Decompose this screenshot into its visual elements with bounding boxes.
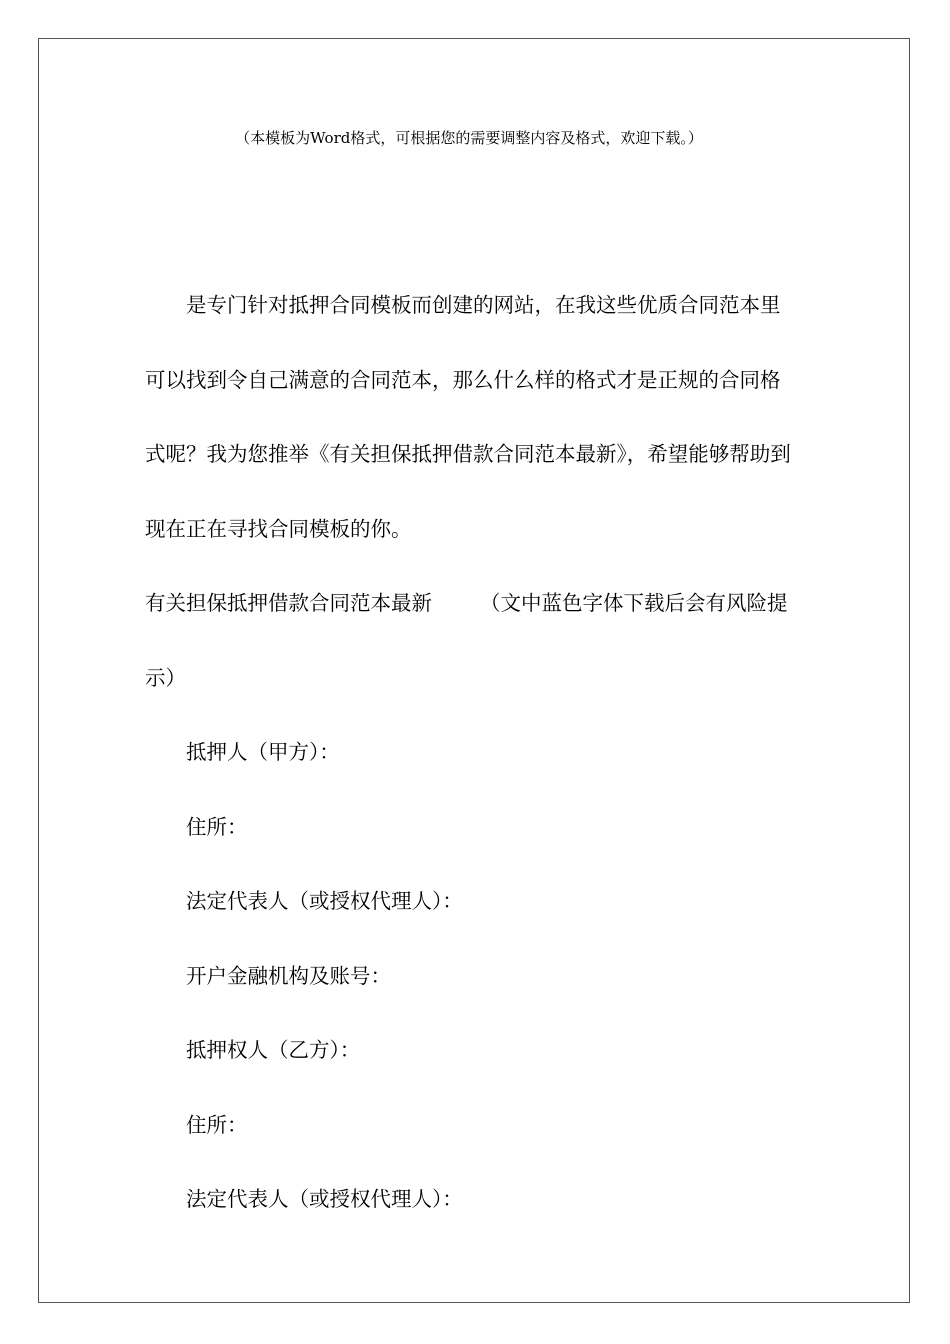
field-mortgagor: 抵押人（甲方）： <box>186 740 340 764</box>
field-bank-account: 开户金融机构及账号： <box>186 963 391 988</box>
field-mortgagor-representative: 法定代表人（或授权代理人）： <box>186 889 463 913</box>
contract-title: 有关担保抵押借款合同范本最新 <box>145 591 432 615</box>
document-body <box>145 268 797 1237</box>
field-mortgagee-address: 住所： <box>186 1112 248 1137</box>
contract-title-line <box>145 566 797 715</box>
field-mortgagor-address: 住所： <box>186 814 248 839</box>
field-mortgagee-representative: 法定代表人（或授权代理人）： <box>186 1187 463 1211</box>
template-note: （本模板为Word格式，可根据您的需要调整内容及格式，欢迎下载。） <box>235 129 703 147</box>
intro-paragraph: 是专门针对抵押合同模板而创建的网站，在我这些优质合同范本里可以找到令自己满意的合同范本，那么什么样的格式才是正规的合同格式呢？我为您推举《有关担保抵押借款合同范本最新》，希望能够帮助到现在正在寻找合同模板的你。 <box>145 293 791 541</box>
contract-title-note: （文中蓝色字体下载后会有风险提示） <box>145 591 788 690</box>
field-mortgagee: 抵押权人（乙方）： <box>186 1038 361 1062</box>
